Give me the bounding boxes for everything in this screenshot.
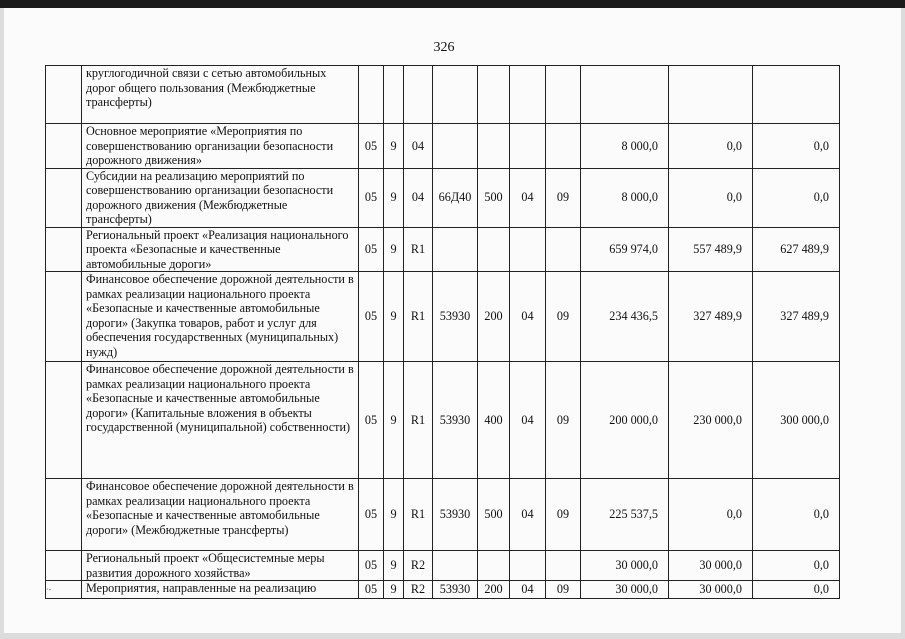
code-cell-c1: 05	[359, 124, 384, 169]
page-number: 326	[433, 40, 455, 55]
code-cell-c7	[546, 124, 581, 169]
table-row	[46, 581, 840, 599]
code-cell-c5	[478, 66, 510, 124]
code-cell-c5: 500	[478, 479, 510, 551]
amount-cell-v1: 8 000,0	[581, 168, 669, 227]
code-cell-c5	[478, 551, 510, 581]
code-cell-c1	[359, 66, 384, 124]
row-name: Финансовое обеспечение дорожной деятельности в рамках реализации национального проекта «Безопасные и качественные автомобильные дороги» (Закупка товаров, работ и услуг для обеспечения государственных (муниципальных) нужд)	[82, 272, 359, 362]
row-name: Региональный проект «Общесистемные меры развития дорожного хозяйства»	[82, 551, 359, 581]
code-cell-c4	[433, 124, 478, 169]
code-cell-c5: 200	[478, 581, 510, 599]
row-margin-cell	[46, 272, 82, 362]
row-name: Финансовое обеспечение дорожной деятельности в рамках реализации национального проекта «Безопасные и качественные автомобильные дороги» (Межбюджетные трансферты)	[82, 479, 359, 551]
amount-cell-v1: 200 000,0	[581, 362, 669, 479]
row-name: круглогодичной связи с сетью автомобильных дорог общего пользования (Межбюджетные трансферты)	[82, 66, 359, 124]
code-cell-c2	[384, 66, 404, 124]
row-name: Основное мероприятие «Мероприятия по совершенствованию организации безопасности дорожного движения»	[82, 124, 359, 169]
code-cell-c1: 05	[359, 362, 384, 479]
code-cell-c3: 04	[404, 124, 433, 169]
row-margin-cell	[46, 168, 82, 227]
amount-cell-v2: 0,0	[669, 124, 753, 169]
code-cell-c5: 400	[478, 362, 510, 479]
code-cell-c4: 53930	[433, 272, 478, 362]
amount-cell-v3: 0,0	[753, 581, 840, 599]
code-cell-c3: R1	[404, 227, 433, 272]
code-cell-c2: 9	[384, 551, 404, 581]
table-row	[46, 227, 840, 272]
code-cell-c2: 9	[384, 581, 404, 599]
code-cell-c3: R1	[404, 272, 433, 362]
code-cell-c6	[510, 66, 546, 124]
scan-mark: ·-	[46, 585, 52, 594]
amount-cell-v3: 627 489,9	[753, 227, 840, 272]
row-name: Региональный проект «Реализация национального проекта «Безопасные и качественные автомобильные дороги»	[82, 227, 359, 272]
code-cell-c2: 9	[384, 124, 404, 169]
table-row	[46, 66, 840, 124]
code-cell-c5	[478, 124, 510, 169]
code-cell-c6	[510, 124, 546, 169]
amount-cell-v3: 0,0	[753, 168, 840, 227]
table-row	[46, 168, 840, 227]
code-cell-c2: 9	[384, 168, 404, 227]
table-row	[46, 124, 840, 169]
code-cell-c4: 53930	[433, 479, 478, 551]
amount-cell-v3: 300 000,0	[753, 362, 840, 479]
code-cell-c1: 05	[359, 227, 384, 272]
row-margin-cell	[46, 66, 82, 124]
code-cell-c2: 9	[384, 479, 404, 551]
scan-top-edge	[0, 0, 905, 8]
row-margin-cell	[46, 479, 82, 551]
row-margin-cell	[46, 227, 82, 272]
code-cell-c7	[546, 551, 581, 581]
code-cell-c6	[510, 551, 546, 581]
code-cell-c4: 53930	[433, 581, 478, 599]
amount-cell-v2: 557 489,9	[669, 227, 753, 272]
code-cell-c1: 05	[359, 551, 384, 581]
code-cell-c4: 66Д40	[433, 168, 478, 227]
amount-cell-v2: 0,0	[669, 168, 753, 227]
amount-cell-v2: 327 489,9	[669, 272, 753, 362]
row-margin-cell	[46, 581, 82, 599]
code-cell-c1: 05	[359, 581, 384, 599]
amount-cell-v3: 0,0	[753, 479, 840, 551]
row-margin-cell	[46, 362, 82, 479]
row-name: Финансовое обеспечение дорожной деятельности в рамках реализации национального проекта «Безопасные и качественные автомобильные дороги» (Капитальные вложения в объекты государственной (муниципальной) собственности)	[82, 362, 359, 479]
amount-cell-v2: 30 000,0	[669, 581, 753, 599]
code-cell-c7	[546, 227, 581, 272]
amount-cell-v1: 234 436,5	[581, 272, 669, 362]
code-cell-c5: 200	[478, 272, 510, 362]
document-page	[4, 8, 901, 633]
amount-cell-v2: 30 000,0	[669, 551, 753, 581]
table-row	[46, 362, 840, 479]
row-margin-cell	[46, 124, 82, 169]
code-cell-c3: R2	[404, 581, 433, 599]
code-cell-c6: 04	[510, 362, 546, 479]
amount-cell-v1: 659 974,0	[581, 227, 669, 272]
code-cell-c2: 9	[384, 227, 404, 272]
amount-cell-v1: 30 000,0	[581, 551, 669, 581]
code-cell-c4: 53930	[433, 362, 478, 479]
table-row	[46, 479, 840, 551]
code-cell-c6: 04	[510, 479, 546, 551]
amount-cell-v1: 30 000,0	[581, 581, 669, 599]
code-cell-c3: R2	[404, 551, 433, 581]
code-cell-c4	[433, 66, 478, 124]
code-cell-c7: 09	[546, 272, 581, 362]
table-row	[46, 272, 840, 362]
code-cell-c3: 04	[404, 168, 433, 227]
code-cell-c2: 9	[384, 272, 404, 362]
budget-table	[45, 65, 840, 599]
amount-cell-v2: 230 000,0	[669, 362, 753, 479]
code-cell-c3	[404, 66, 433, 124]
code-cell-c6	[510, 227, 546, 272]
code-cell-c1: 05	[359, 272, 384, 362]
code-cell-c5: 500	[478, 168, 510, 227]
row-name: Мероприятия, направленные на реализацию	[82, 581, 359, 599]
code-cell-c7: 09	[546, 479, 581, 551]
code-cell-c3: R1	[404, 362, 433, 479]
code-cell-c6: 04	[510, 272, 546, 362]
code-cell-c3: R1	[404, 479, 433, 551]
code-cell-c1: 05	[359, 168, 384, 227]
row-margin-cell	[46, 551, 82, 581]
code-cell-c4	[433, 551, 478, 581]
code-cell-c1: 05	[359, 479, 384, 551]
amount-cell-v1: 225 537,5	[581, 479, 669, 551]
amount-cell-v2	[669, 66, 753, 124]
code-cell-c6: 04	[510, 168, 546, 227]
code-cell-c7: 09	[546, 168, 581, 227]
amount-cell-v3	[753, 66, 840, 124]
amount-cell-v3: 0,0	[753, 551, 840, 581]
code-cell-c4	[433, 227, 478, 272]
row-name: Субсидии на реализацию мероприятий по совершенствованию организации безопасности дорожного движения (Межбюджетные трансферты)	[82, 168, 359, 227]
amount-cell-v1: 8 000,0	[581, 124, 669, 169]
amount-cell-v1	[581, 66, 669, 124]
amount-cell-v2: 0,0	[669, 479, 753, 551]
amount-cell-v3: 327 489,9	[753, 272, 840, 362]
table-row	[46, 551, 840, 581]
code-cell-c2: 9	[384, 362, 404, 479]
code-cell-c6: 04	[510, 581, 546, 599]
amount-cell-v3: 0,0	[753, 124, 840, 169]
code-cell-c7: 09	[546, 362, 581, 479]
code-cell-c5	[478, 227, 510, 272]
code-cell-c7: 09	[546, 581, 581, 599]
code-cell-c7	[546, 66, 581, 124]
